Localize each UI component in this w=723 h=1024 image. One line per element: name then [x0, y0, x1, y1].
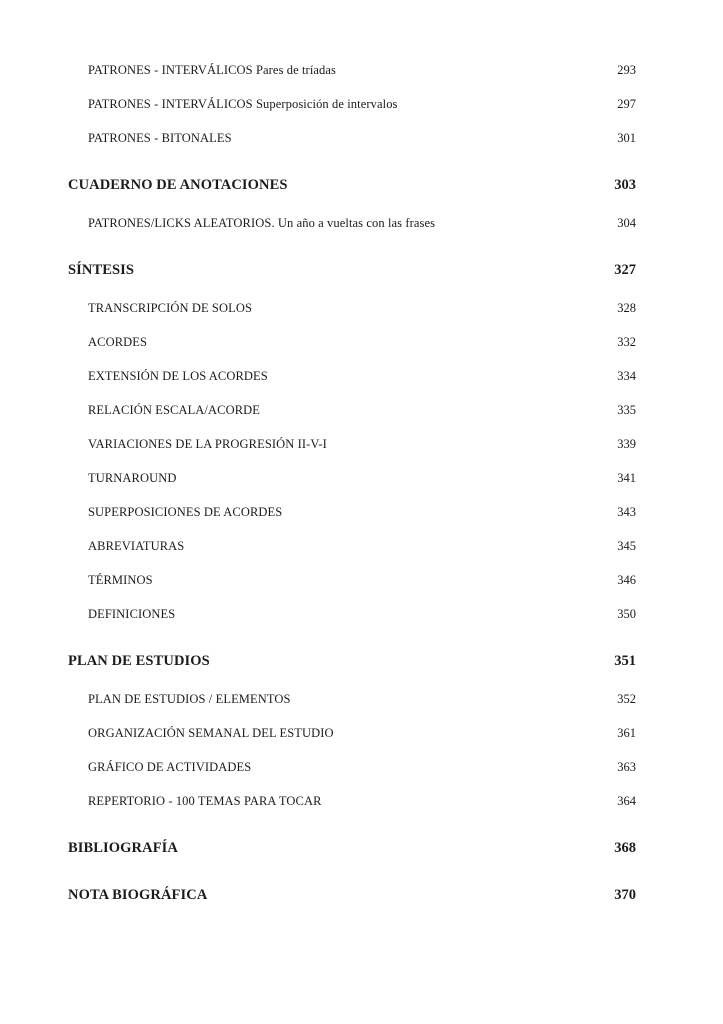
toc-entry-page-number: 327	[614, 262, 636, 278]
toc-entry-page-number: 334	[617, 369, 636, 383]
toc-sub-entry	[68, 538, 636, 554]
toc-entry-title: NOTA BIOGRÁFICA	[68, 887, 208, 903]
toc-sub-entry	[68, 62, 636, 78]
toc-entry-page-number: 368	[614, 840, 636, 856]
toc-entry-title: GRÁFICO DE ACTIVIDADES	[88, 760, 252, 774]
toc-sub-entry	[68, 793, 636, 809]
table-of-contents	[68, 62, 636, 903]
toc-entry-page-number: 346	[617, 573, 636, 587]
toc-sub-entry	[68, 130, 636, 146]
toc-entry-page-number: 335	[617, 403, 636, 417]
toc-entry-title: TÉRMINOS	[88, 573, 153, 587]
toc-sub-entry	[68, 215, 636, 231]
toc-sub-entry	[68, 402, 636, 418]
toc-entry-title: PLAN DE ESTUDIOS / ELEMENTOS	[88, 692, 291, 706]
toc-entry-page-number: 304	[617, 216, 636, 230]
toc-entry-page-number: 293	[617, 63, 636, 77]
toc-entry-page-number: 351	[614, 653, 636, 669]
toc-entry-page-number: 303	[614, 177, 636, 193]
toc-entry-title: SUPERPOSICIONES DE ACORDES	[88, 505, 283, 519]
toc-entry-title: EXTENSIÓN DE LOS ACORDES	[88, 369, 268, 383]
toc-section-entry	[68, 177, 636, 193]
toc-entry-page-number: 363	[617, 760, 636, 774]
toc-entry-page-number: 345	[617, 539, 636, 553]
toc-entry-title: SÍNTESIS	[68, 262, 135, 278]
toc-entry-title: ACORDES	[88, 335, 148, 349]
toc-sub-entry	[68, 470, 636, 486]
toc-entry-page-number: 328	[617, 301, 636, 315]
toc-entry-page-number: 339	[617, 437, 636, 451]
toc-entry-page-number: 364	[617, 794, 636, 808]
toc-sub-entry	[68, 504, 636, 520]
toc-entry-page-number: 361	[617, 726, 636, 740]
toc-entry-title: PATRONES - BITONALES	[88, 131, 232, 145]
toc-section-entry	[68, 887, 636, 903]
toc-entry-page-number: 343	[617, 505, 636, 519]
toc-entry-title: CUADERNO DE ANOTACIONES	[68, 177, 288, 193]
toc-entry-page-number: 332	[617, 335, 636, 349]
toc-entry-title: REPERTORIO - 100 TEMAS PARA TOCAR	[88, 794, 322, 808]
toc-sub-entry	[68, 691, 636, 707]
toc-sub-entry	[68, 572, 636, 588]
toc-section-entry	[68, 262, 636, 278]
toc-entry-title: RELACIÓN ESCALA/ACORDE	[88, 403, 260, 417]
toc-entry-page-number: 350	[617, 607, 636, 621]
toc-entry-page-number: 301	[617, 131, 636, 145]
toc-entry-page-number: 352	[617, 692, 636, 706]
toc-section-entry	[68, 653, 636, 669]
toc-sub-entry	[68, 334, 636, 350]
toc-entry-title: ABREVIATURAS	[88, 539, 185, 553]
toc-entry-title: PATRONES - INTERVÁLICOS Pares de tríadas	[88, 63, 337, 77]
toc-entry-page-number: 341	[617, 471, 636, 485]
toc-sub-entry	[68, 300, 636, 316]
toc-entry-title: ORGANIZACIÓN SEMANAL DEL ESTUDIO	[88, 726, 334, 740]
toc-entry-title: DEFINICIONES	[88, 607, 176, 621]
toc-section-entry	[68, 840, 636, 856]
toc-entry-title: TRANSCRIPCIÓN DE SOLOS	[88, 301, 253, 315]
toc-entry-title: BIBLIOGRAFÍA	[68, 840, 178, 856]
toc-sub-entry	[68, 436, 636, 452]
toc-sub-entry	[68, 606, 636, 622]
toc-entry-title: PATRONES - INTERVÁLICOS Superposición de intervalos	[88, 97, 398, 111]
toc-entry-title: TURNAROUND	[88, 471, 177, 485]
toc-sub-entry	[68, 368, 636, 384]
toc-entry-title: PLAN DE ESTUDIOS	[68, 653, 210, 669]
toc-sub-entry	[68, 96, 636, 112]
toc-entry-page-number: 297	[617, 97, 636, 111]
toc-sub-entry	[68, 725, 636, 741]
toc-entry-title: VARIACIONES DE LA PROGRESIÓN II-V-I	[88, 437, 327, 451]
toc-entry-title: PATRONES/LICKS ALEATORIOS. Un año a vueltas con las frases	[88, 216, 436, 230]
toc-sub-entry	[68, 759, 636, 775]
toc-entry-page-number: 370	[614, 887, 636, 903]
